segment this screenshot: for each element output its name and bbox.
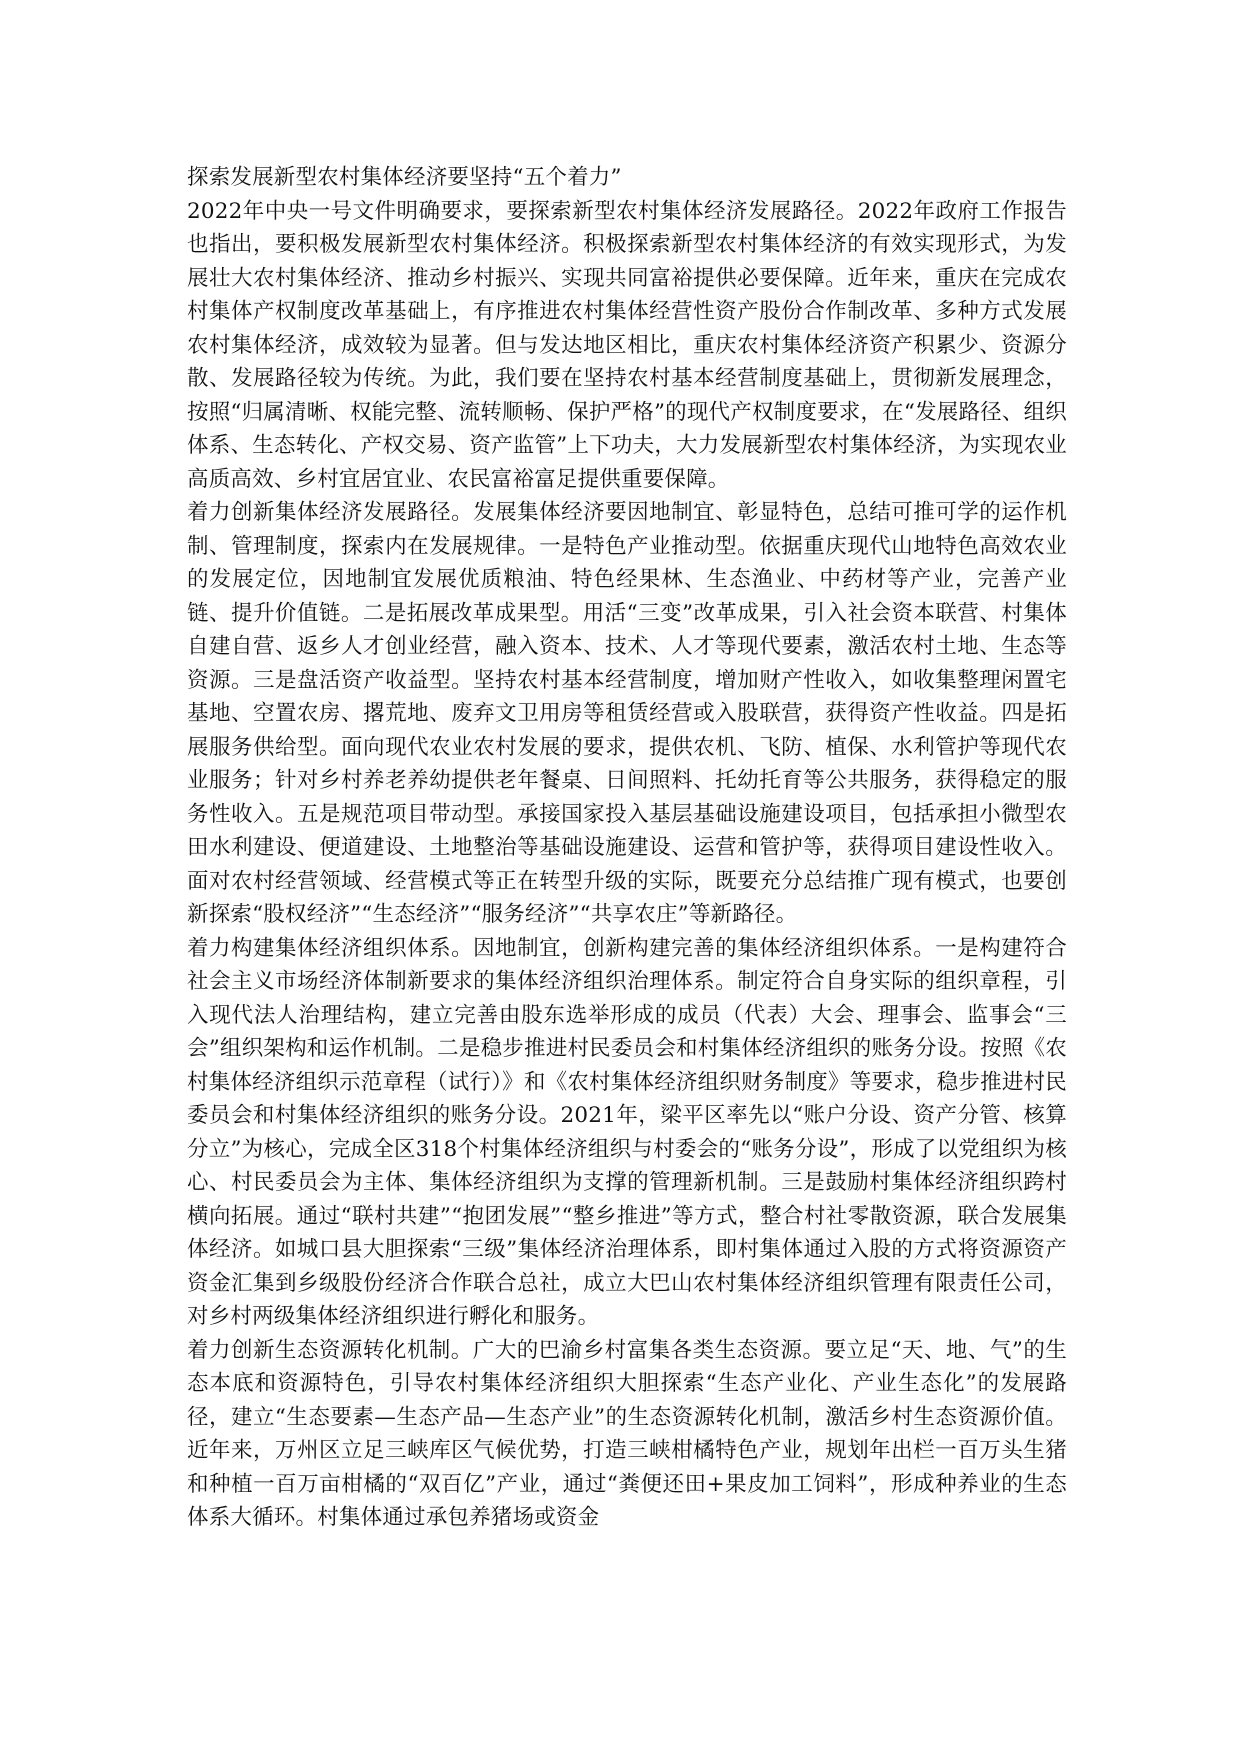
document-page	[187, 161, 1067, 1535]
document-title: 探索发展新型农村集体经济要坚持“五个着力”	[187, 165, 622, 190]
paragraph-ecological-transformation: 着力创新生态资源转化机制。广大的巴渝乡村富集各类生态资源。要立足“天、地、气”的生态本底和资源特色，引导农村集体经济组织大胆探索“生态产业化、产业生态化”的发展路径，建立“生态要素—生态产品—生态产业”的生态资源转化机制，激活乡村生态资源价值。近年来，万州区立足三峡库区气候优势，打造三峡柑橘特色产业，规划年出栏一百万头生猪和种植一百万亩柑橘的“双百亿”产业，通过“粪便还田+果皮加工饲料”，形成种养业的生态体系大循环。村集体通过承包养猪场或资金	[187, 1337, 1067, 1530]
paragraph-organization-system: 着力构建集体经济组织体系。因地制宜，创新构建完善的集体经济组织体系。一是构建符合社会主义市场经济体制新要求的集体经济组织治理体系。制定符合自身实际的组织章程，引入现代法人治理结构，建立完善由股东选举形成的成员（代表）大会、理事会、监事会“三会”组织架构和运作机制。二是稳步推进村民委员会和村集体经济组织的账务分设。按照《农村集体经济组织示范章程（试行）》和《农村集体经济组织财务制度》等要求，稳步推进村民委员会和村集体经济组织的账务分设。2021年，梁平区率先以“账户分设、资产分管、核算分立”为核心，完成全区318个村集体经济组织与村委会的“账务分设”，形成了以党组织为核心、村民委员会为主体、集体经济组织为支撑的管理新机制。三是鼓励村集体经济组织跨村横向拓展。通过“联村共建”“抱团发展”“整乡推进”等方式，整合村社零散资源，联合发展集体经济。如城口县大胆探索“三级”集体经济治理体系，即村集体通过入股的方式将资源资产资金汇集到乡级股份经济合作联合总社，成立大巴山农村集体经济组织管理有限责任公司，对乡村两级集体经济组织进行孵化和服务。	[187, 935, 1067, 1329]
paragraph-intro: 2022年中央一号文件明确要求，要探索新型农村集体经济发展路径。2022年政府工作报告也指出，要积极发展新型农村集体经济。积极探索新型农村集体经济的有效实现形式，为发展壮大农村集体经济、推动乡村振兴、实现共同富裕提供必要保障。近年来，重庆在完成农村集体产权制度改革基础上，有序推进农村集体经营性资产股份合作制改革、多种方式发展农村集体经济，成效较为显著。但与发达地区相比，重庆农村集体经济资产积累少、资源分散、发展路径较为传统。为此，我们要在坚持农村基本经营制度基础上，贯彻新发展理念，按照“归属清晰、权能完整、流转顺畅、保护严格”的现代产权制度要求，在“发展路径、组织体系、生态转化、产权交易、资产监管”上下功夫，大力发展新型农村集体经济，为实现农业高质高效、乡村宜居宜业、农民富裕富足提供重要保障。	[187, 198, 1067, 492]
paragraph-development-path: 着力创新集体经济发展路径。发展集体经济要因地制宜、彰显特色，总结可推可学的运作机制、管理制度，探索内在发展规律。一是特色产业推动型。依据重庆现代山地特色高效农业的发展定位，因地制宜发展优质粮油、特色经果林、生态渔业、中药材等产业，完善产业链、提升价值链。二是拓展改革成果型。用活“三变”改革成果，引入社会资本联营、村集体自建自营、返乡人才创业经营，融入资本、技术、人才等现代要素，激活农村土地、生态等资源。三是盘活资产收益型。坚持农村基本经营制度，增加财产性收入，如收集整理闲置宅基地、空置农房、撂荒地、废弃文卫用房等租赁经营或入股联营，获得资产性收益。四是拓展服务供给型。面向现代农业农村发展的要求，提供农机、飞防、植保、水利管护等现代农业服务；针对乡村养老养幼提供老年餐桌、日间照料、托幼托育等公共服务，获得稳定的服务性收入。五是规范项目带动型。承接国家投入基层基础设施建设项目，包括承担小微型农田水利建设、便道建设、土地整治等基础设施建设、运营和管护等，获得项目建设性收入。面对农村经营领域、经营模式等正在转型升级的实际，既要充分总结推广现有模式，也要创新探索“股权经济”“生态经济”“服务经济”“共享农庄”等新路径。	[187, 500, 1067, 927]
